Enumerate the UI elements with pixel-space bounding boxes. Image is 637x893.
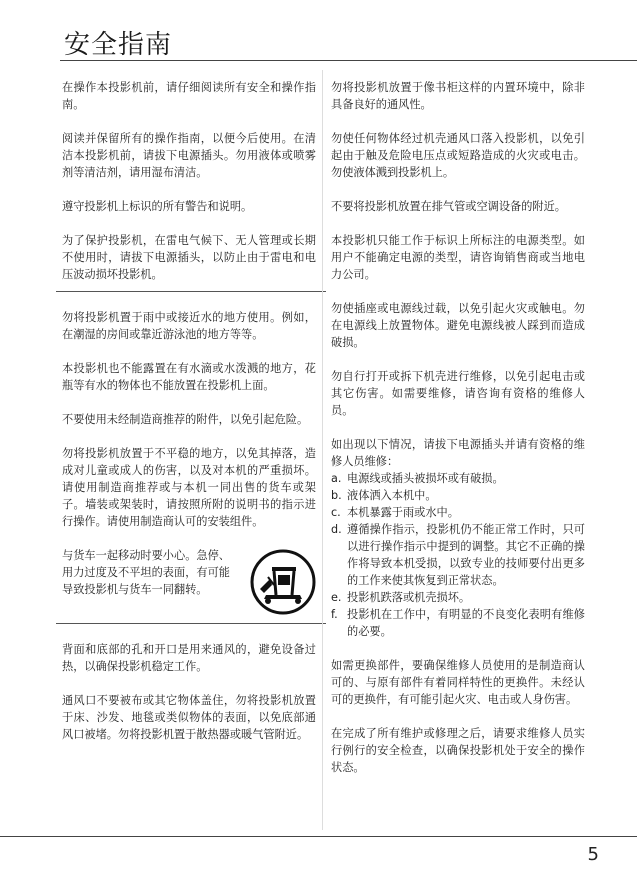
paragraph: 不要将投影机放置在排气管或空调设备的附近。 bbox=[331, 200, 566, 213]
paragraph: 本投影机只能工作于标识上所标注的电源类型。如用户不能确定电源的类型，请咨询销售商或当地电力公司。 bbox=[331, 234, 585, 281]
left-column bbox=[62, 79, 316, 743]
list-item: d. 遵循操作指示，投影机仍不能正常工作时，只可以进行操作指示中提到的调整。其它不正确的操作将导致本机受损，以致专业的技师要付出更多的工作来使其恢复到正常状态。 bbox=[331, 523, 585, 587]
section-divider bbox=[56, 291, 326, 292]
paragraph: 勿将投影机放置于不平稳的地方，以免其掉落，造成对儿童或成人的伤害，以及对本机的严重损坏。请使用制造商推荐或与本机一同出售的货车或架子。墙装或架装时，请按照所附的说明书的指示进行操作。请使用制造商认可的安装组件。 bbox=[62, 447, 316, 528]
paragraph: 如出现以下情况，请拔下电源插头并请有资格的维修人员维修： bbox=[331, 438, 585, 468]
paragraph: 勿使插座或电源线过载，以免引起火灾或触电。勿在电源线上放置物体。避免电源线被人踩到而造成破损。 bbox=[331, 302, 585, 349]
footer-rule bbox=[0, 836, 637, 837]
paragraph: 阅读并保留所有的操作指南，以便今后使用。在清洁本投影机前，请拔下电源插头。勿用液体或喷雾剂等清洁剂，请用湿布清洁。 bbox=[62, 132, 316, 179]
right-column bbox=[331, 79, 585, 776]
column-divider bbox=[322, 70, 323, 830]
cart-warning bbox=[62, 547, 316, 615]
list-item: c. 本机暴露于雨或水中。 bbox=[331, 506, 459, 519]
page-title: 安全指南 bbox=[64, 30, 173, 60]
paragraph: 在操作本投影机前，请仔细阅读所有安全和操作指南。 bbox=[62, 81, 316, 111]
paragraph: 本投影机也不能露置在有水滴或水泼溅的地方，花瓶等有水的物体也不能放置在投影机上面。 bbox=[62, 362, 316, 392]
list-item: a. 电源线或插头被损坏或有破损。 bbox=[331, 472, 504, 485]
list-item: f. 投影机在工作中，有明显的不良变化表明有维修的必要。 bbox=[331, 608, 585, 638]
list-item: b. 液体洒入本机中。 bbox=[331, 489, 437, 502]
paragraph: 勿自行打开或拆下机壳进行维修，以免引起电击或其它伤害。如需要维修，请咨询有资格的维修人员。 bbox=[331, 370, 585, 417]
paragraph: 不要使用未经制造商推荐的附件，以免引起危险。 bbox=[62, 413, 309, 426]
paragraph: 背面和底部的孔和开口是用来通风的，避免设备过热，以确保投影机稳定工作。 bbox=[62, 643, 316, 673]
section-divider bbox=[56, 623, 326, 624]
list-item: e. 投影机跌落或机壳损坏。 bbox=[331, 591, 471, 604]
cart-tip-over-warning-icon bbox=[250, 549, 316, 615]
paragraph: 通风口不要被布或其它物体盖住，勿将投影机放置于床、沙发、地毯或类似物体的表面，以免底部通风口被堵。勿将投影机置于散热器或暖气管附近。 bbox=[62, 694, 316, 741]
paragraph: 勿使任何物体经过机壳通风口落入投影机，以免引起由于触及危险电压点或短路造成的火灾或电击。勿使液体溅到投影机上。 bbox=[331, 132, 585, 179]
header-rule bbox=[60, 60, 637, 61]
paragraph: 在完成了所有维护或修理之后，请要求维修人员实行例行的安全检查，以确保投影机处于安全的操作状态。 bbox=[331, 727, 585, 774]
paragraph: 为了保护投影机，在雷电气候下、无人管理或长期不使用时，请拔下电源插头，以防止由于雷电和电压波动损坏投影机。 bbox=[62, 234, 316, 281]
paragraph: 勿将投影机置于雨中或接近水的地方使用。例如，在潮湿的房间或靠近游泳池的地方等等。 bbox=[62, 311, 316, 341]
paragraph: 勿将投影机放置于像书柜这样的内置环境中，除非具备良好的通风性。 bbox=[331, 81, 585, 111]
repair-conditions-list bbox=[331, 470, 585, 640]
page-number: 5 bbox=[587, 844, 599, 865]
paragraph: 遵守投影机上标识的所有警告和说明。 bbox=[62, 200, 253, 213]
paragraph: 与货车一起移动时要小心。急停、用力过度及不平坦的表面，有可能导致投影机与货车一同翻转。 bbox=[62, 549, 230, 596]
paragraph: 如需更换部件，要确保维修人员使用的是制造商认可的、与原有部件有着同样特性的更换件。未经认可的更换件，有可能引起火灾、电击或人身伤害。 bbox=[331, 659, 585, 706]
